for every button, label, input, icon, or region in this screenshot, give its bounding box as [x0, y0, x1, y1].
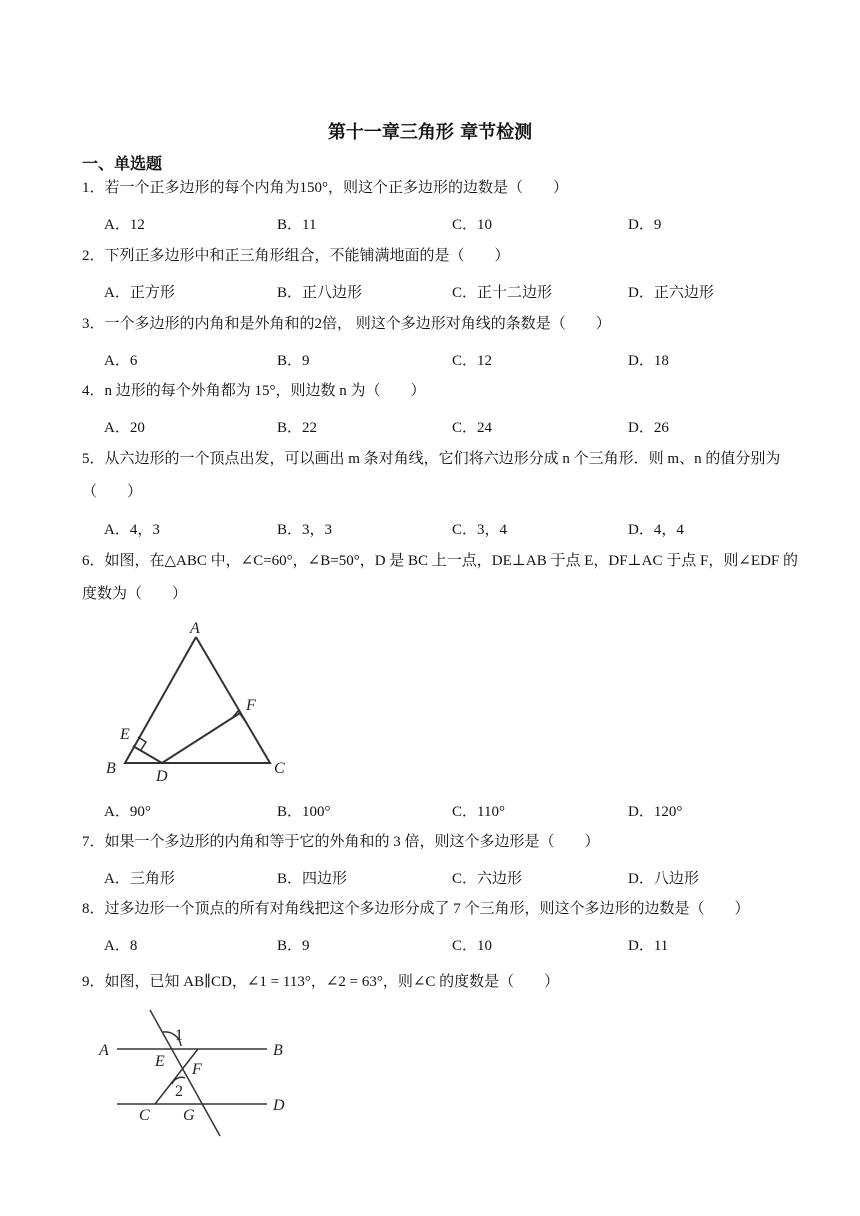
- question-5-options: [104, 518, 804, 542]
- question-2-options: [104, 281, 804, 305]
- question-6-options: [104, 800, 804, 824]
- page-title: 第十一章三角形 章节检测: [327, 122, 533, 143]
- option-a: A．12: [104, 217, 145, 233]
- question-9-stem: 9．如图，已知 AB∥CD，∠1 = 113°，∠2 = 63°，则∠C 的度数是（ ）: [82, 974, 560, 990]
- question-3-options: [104, 349, 804, 373]
- question-5-stem: 5．从六边形的一个顶点出发，可以画出 m 条对角线，它们将六边形分成 n 个三角形．则 m、n 的值分别为（ ）: [82, 451, 781, 500]
- option-c: C．正十二边形: [452, 285, 553, 301]
- option-a: A．4，3: [104, 522, 160, 538]
- label-f: F: [246, 697, 256, 714]
- option-d: D．正六边形: [628, 285, 714, 301]
- question-4-options: [104, 416, 804, 440]
- label-d: D: [156, 768, 168, 785]
- question-7-stem: 7．如果一个多边形的内角和等于它的外角和的 3 倍，则这个多边形是（ ）: [82, 834, 600, 850]
- question-3-stem: 3．一个多边形的内角和是外角和的2倍， 则这个多边形对角线的条数是（ ）: [82, 316, 611, 332]
- section-heading: 一、单选题: [82, 154, 163, 173]
- question-2-stem: 2．下列正多边形中和正三角形组合，不能铺满地面的是（ ）: [82, 248, 510, 264]
- question-8-stem: 8．过多边形一个顶点的所有对角线把这个多边形分成了 7 个三角形，则这个多边形的边数是（ ）: [82, 901, 750, 917]
- option-a: A．8: [104, 938, 138, 954]
- label-d: D: [273, 1097, 285, 1114]
- label-b: B: [106, 760, 116, 777]
- parallel-lines-figure: [95, 1008, 300, 1138]
- option-c: C．10: [452, 217, 493, 233]
- option-c: C．六边形: [452, 871, 523, 887]
- label-e: E: [120, 726, 130, 743]
- question-1-stem: 1．若一个正多边形的每个内角为150°，则这个正多边形的边数是（ ）: [82, 180, 569, 196]
- option-a: A．6: [104, 353, 138, 369]
- option-a: A．三角形: [104, 871, 175, 887]
- option-d: D．26: [628, 420, 669, 436]
- option-b: B．11: [277, 217, 317, 233]
- label-e: E: [155, 1053, 165, 1070]
- option-d: D．18: [628, 353, 669, 369]
- label-angle-1: 1: [175, 1027, 183, 1044]
- option-d: D．4，4: [628, 522, 684, 538]
- option-d: D．120°: [628, 804, 683, 820]
- option-d: D．八边形: [628, 871, 699, 887]
- question-7-options: [104, 867, 804, 891]
- option-c: C．10: [452, 938, 493, 954]
- label-c: C: [274, 760, 285, 777]
- segment-de: [133, 746, 162, 763]
- option-d: D．11: [628, 938, 669, 954]
- option-b: B．100°: [277, 804, 331, 820]
- label-g: G: [183, 1107, 195, 1124]
- label-b: B: [273, 1042, 283, 1059]
- label-a: A: [99, 1042, 109, 1059]
- question-4-stem: 4．n 边形的每个外角都为 15°，则边数 n 为（ ）: [82, 383, 426, 399]
- option-b: B．9: [277, 938, 310, 954]
- option-c: C．3，4: [452, 522, 508, 538]
- option-a: A．90°: [104, 804, 151, 820]
- question-6-stem: 6．如图，在△ABC 中，∠C=60°，∠B=50°，D 是 BC 上一点，DE⊥AB 于点 E，DF⊥AC 于点 F，则∠EDF 的度数为（ ）: [82, 553, 799, 602]
- question-8-options: [104, 934, 804, 958]
- label-c: C: [139, 1107, 150, 1124]
- option-b: B．22: [277, 420, 318, 436]
- option-b: B．正八边形: [277, 285, 363, 301]
- option-c: C．24: [452, 420, 493, 436]
- question-1-options: [104, 213, 804, 237]
- option-a: A．20: [104, 420, 145, 436]
- option-a: A．正方形: [104, 285, 175, 301]
- label-f: F: [192, 1061, 202, 1078]
- option-d: D．9: [628, 217, 662, 233]
- label-a: A: [190, 620, 200, 637]
- option-b: B．9: [277, 353, 310, 369]
- option-c: C．110°: [452, 804, 505, 820]
- option-b: B．四边形: [277, 871, 348, 887]
- option-c: C．12: [452, 353, 493, 369]
- label-angle-2: 2: [175, 1083, 183, 1100]
- option-b: B．3，3: [277, 522, 333, 538]
- triangle-figure: [100, 615, 300, 785]
- segment-df: [162, 713, 240, 763]
